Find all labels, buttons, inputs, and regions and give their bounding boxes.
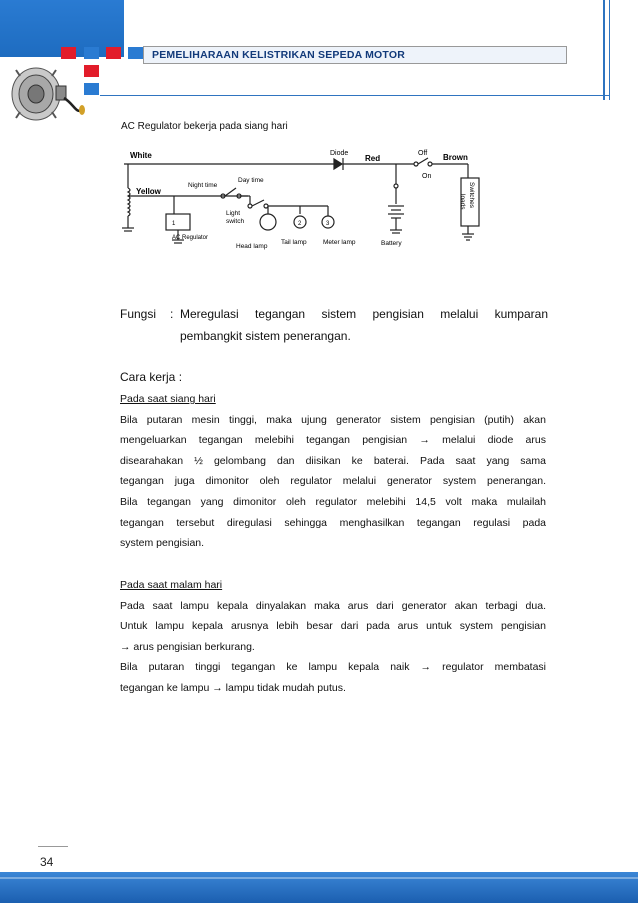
label-night-time: Night time [188, 182, 218, 189]
header-blue-square [84, 47, 99, 59]
label-red: Red [365, 154, 381, 163]
page-title: PEMELIHARAAN KELISTRIKAN SEPEDA MOTOR [152, 49, 405, 61]
fungsi-section [120, 303, 548, 347]
siang-section [120, 389, 546, 554]
label-ac-regulator: AC Regulator [172, 235, 209, 241]
label-yellow: Yellow [136, 187, 161, 196]
label-light-switch: Light [226, 210, 241, 217]
header-frame-line [603, 0, 605, 100]
label-tail-lamp: Tail lamp [281, 239, 307, 246]
fungsi-colon: : [170, 307, 174, 321]
malam-subheading: Pada saat malam hari [120, 579, 223, 591]
malam-section [120, 575, 546, 699]
header-frame-line [100, 95, 610, 96]
footer-divider [38, 846, 68, 847]
siang-line: tegangan juga dimonitor oleh regulator melalui generator system penerangan. [120, 475, 546, 488]
malam-line: Untuk lampu kepala arusnya lebih besar dari pada arus untuk system pengisian [120, 620, 546, 633]
header-title-box [143, 46, 567, 64]
label-brown: Brown [443, 153, 468, 162]
label-head-lamp: Head lamp [236, 243, 268, 250]
fungsi-label: Fungsi [120, 307, 157, 321]
label-light-switch: switch [226, 218, 245, 225]
header-blue-square [84, 83, 99, 95]
header-red-square [61, 47, 76, 59]
label-diode: Diode [330, 150, 349, 157]
label-day-time: Day time [238, 177, 264, 184]
siang-line: tegangan tersebut diregulasi sehingga menghasilkan tegangan regulasi pada [120, 516, 546, 529]
label-white: White [130, 151, 152, 160]
siang-subheading: Pada saat siang hari [120, 393, 216, 405]
label-battery: Battery [381, 240, 402, 247]
header-frame-line [609, 0, 610, 100]
header-red-square [106, 47, 121, 59]
siang-line: mengeluarkan tegangan melebihi tegangan pengisian → melalui diode arus [120, 434, 546, 447]
fungsi-line: pembangkit sistem penerangan. [180, 329, 351, 343]
cara-kerja-heading: Cara kerja : [120, 370, 183, 384]
fungsi-line: Meregulasi tegangan sistem pengisian melalui kumparan [180, 307, 548, 321]
siang-line: Bila tegangan yang dimonitor oleh regulator melebihi 14,5 volt maka mulailah [120, 495, 546, 508]
siang-line: system pengisian. [120, 537, 205, 550]
label-number: 3 [326, 221, 330, 227]
malam-line: Bila putaran tinggi tegangan ke lampu kepala naik → regulator membatasi [120, 661, 546, 674]
label-switches: Switches [468, 182, 475, 209]
siang-line: disearahakan ½ gelombang dan diisikan ke baterai. Pada saat yang sama [120, 454, 546, 467]
circuit-diagram [118, 144, 498, 256]
header-red-square [84, 65, 99, 77]
page-number: 34 [40, 855, 54, 869]
label-on: On [422, 173, 432, 180]
footer-bar-highlight [0, 877, 638, 879]
label-loads: loads [459, 194, 466, 210]
label-meter-lamp: Meter lamp [323, 239, 356, 246]
label-number: 1 [172, 221, 176, 227]
malam-line: → arus pengisian berkurang. [120, 640, 255, 653]
alternator-image [6, 60, 86, 128]
label-off: Off [418, 150, 428, 157]
siang-line: Bila putaran mesin tinggi, maka ujung generator sistem pengisian (putih) akan [120, 413, 546, 426]
label-number: 2 [298, 221, 302, 227]
figure-caption: AC Regulator bekerja pada siang hari [121, 121, 288, 132]
malam-line: tegangan ke lampu → lampu tidak mudah putus. [120, 681, 346, 694]
header-blue-square [128, 47, 143, 59]
malam-line: Pada saat lampu kepala dinyalakan maka arus dari generator akan terbagi dua. [120, 599, 546, 612]
